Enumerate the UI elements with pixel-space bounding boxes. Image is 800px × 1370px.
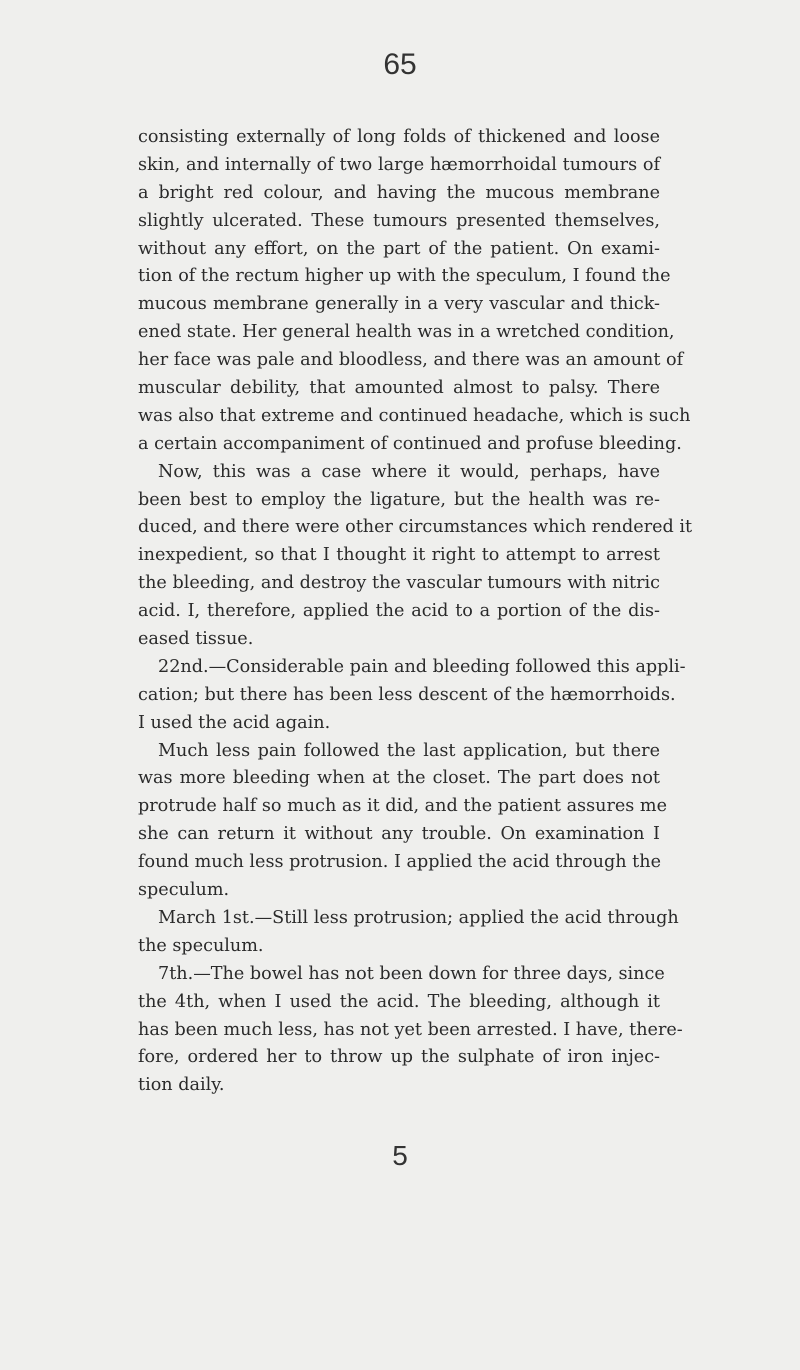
text-line: inexpedient, so that I thought it right to attempt to arrest: [138, 545, 660, 566]
text-line: tion daily.: [138, 1075, 225, 1096]
text-line: March 1st.—Still less protrusion; applied the acid through: [158, 907, 679, 928]
text-line: fore, ordered her to throw up the sulphate of iron injec-: [138, 1047, 660, 1068]
text-line: eased tissue.: [138, 629, 254, 650]
text-line: slightly ulcerated. These tumours presented themselves,: [138, 210, 660, 231]
text-line: her face was pale and bloodless, and there was an amount of: [138, 350, 684, 371]
text-line: has been much less, has not yet been arrested. I have, there-: [138, 1019, 683, 1040]
text-line: speculum.: [138, 880, 230, 901]
text-line: 22nd.—Considerable pain and bleeding followed this appli-: [158, 656, 686, 677]
text-line: Much less pain followed the last application, but there: [158, 740, 660, 761]
text-line: without any effort, on the part of the patient. On exami-: [138, 238, 660, 259]
text-line: acid. I, therefore, applied the acid to a portion of the dis-: [138, 601, 660, 622]
text-line: skin, and internally of two large hæmorrhoidal tumours of: [138, 154, 660, 175]
signature-mark: 5: [392, 1140, 408, 1171]
text-line: she can return it without any trouble. On examination I: [138, 824, 660, 845]
text-line: protrude half so much as it did, and the patient assures me: [138, 796, 667, 817]
page-number: 65: [383, 48, 417, 81]
text-line: I used the acid again.: [138, 712, 331, 733]
text-line: found much less protrusion. I applied the acid through the: [138, 852, 661, 873]
text-line: 7th.—The bowel has not been down for three days, since: [158, 963, 665, 984]
text-line: been best to employ the ligature, but the health was re-: [138, 489, 660, 510]
text-line: the 4th, when I used the acid. The bleeding, although it: [138, 991, 660, 1012]
text-line: a certain accompaniment of continued and profuse bleeding.: [138, 433, 682, 454]
text-line: duced, and there were other circumstances which rendered it: [138, 517, 693, 538]
text-line: the bleeding, and destroy the vascular tumours with nitric: [138, 573, 660, 594]
text-line: tion of the rectum higher up with the speculum, I found the: [138, 266, 671, 287]
text-line: mucous membrane generally in a very vascular and thick-: [138, 294, 660, 315]
text-line: was also that extreme and continued headache, which is such: [138, 405, 691, 426]
body-text: [138, 124, 693, 1100]
text-line: the speculum.: [138, 935, 264, 956]
text-line: ened state. Her general health was in a wretched condition,: [138, 322, 675, 343]
text-line: a bright red colour, and having the mucous membrane: [138, 182, 660, 203]
text-line: muscular debility, that amounted almost to palsy. There: [138, 378, 660, 399]
text-line: cation; but there has been less descent of the hæmorrhoids.: [138, 684, 676, 705]
text-line: consisting externally of long folds of thickened and loose: [138, 127, 660, 147]
text-line: was more bleeding when at the closet. The part does not: [138, 768, 660, 789]
text-line: Now, this was a case where it would, perhaps, have: [158, 461, 660, 482]
